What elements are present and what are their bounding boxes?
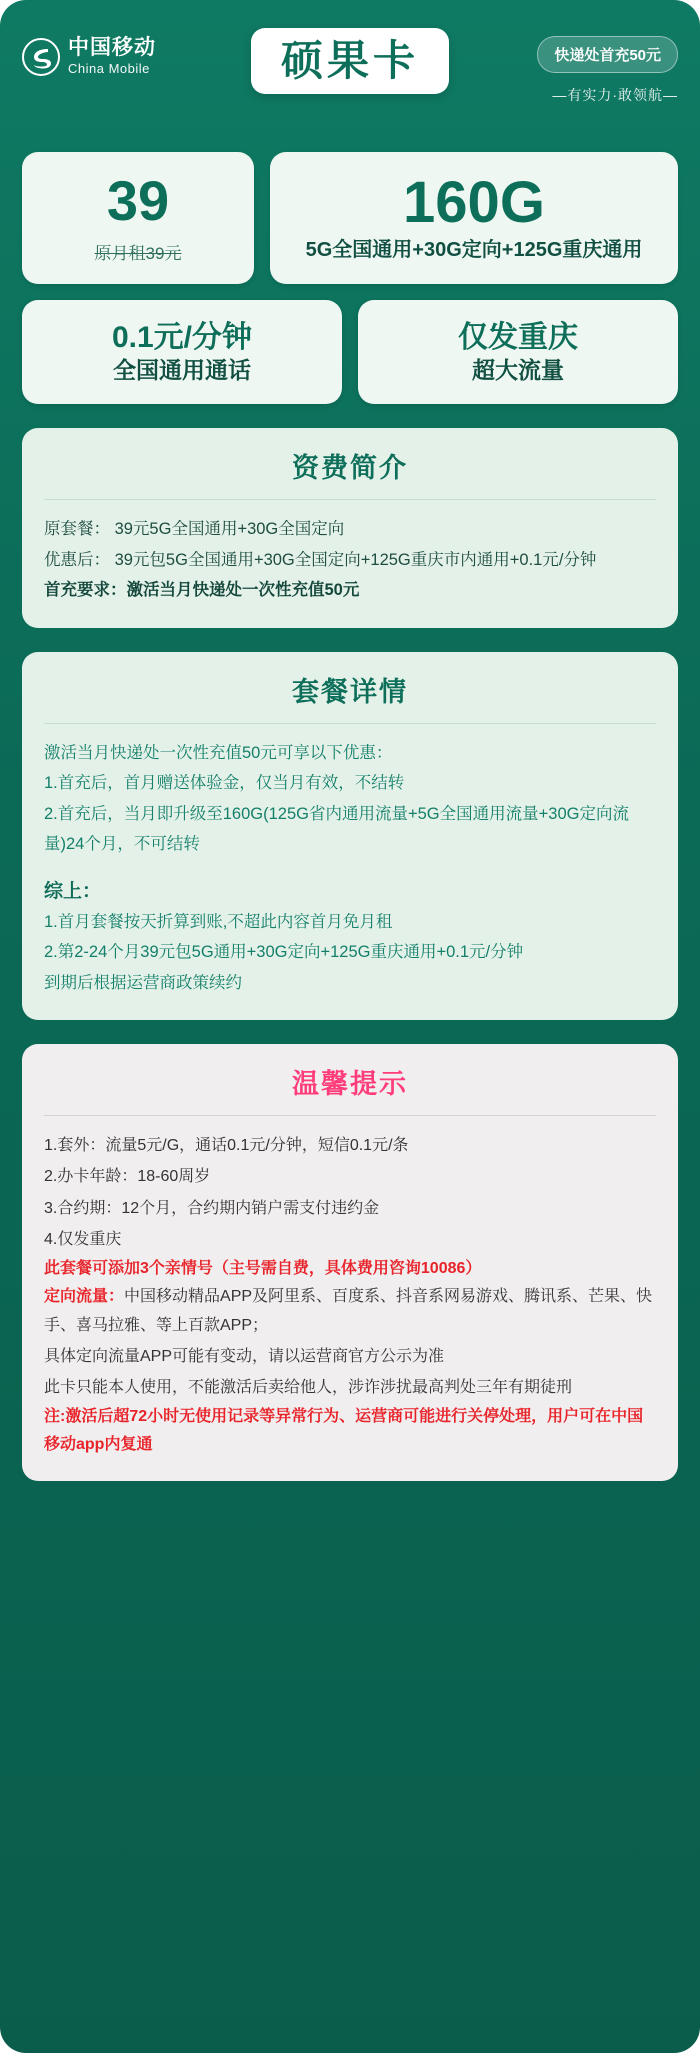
tip-line-7: 具体定向流量APP可能有变动，请以运营商官方公示为准	[44, 1347, 445, 1365]
section-warm-tips	[22, 1044, 678, 1481]
slogan-text: —有实力·敢领航—	[552, 87, 678, 103]
data-breakdown: 5G全国通用+30G定向+125G重庆通用	[305, 238, 643, 261]
data-card	[270, 152, 678, 284]
call-rate-value: 0.1元/分钟	[111, 320, 253, 354]
brand-logo-group	[22, 22, 202, 79]
data-amount: 160G	[403, 169, 545, 235]
price-card	[22, 152, 254, 284]
product-title-pill	[251, 28, 449, 94]
price-amount: 39	[106, 168, 170, 232]
poster-header	[22, 22, 678, 118]
region-value: 仅发重庆	[458, 320, 578, 354]
section-tariff-intro	[22, 428, 678, 628]
status-badge-topup: 快递处首充50元	[537, 36, 678, 73]
region-label: 超大流量	[472, 356, 564, 383]
section-title-package-details: 套餐详情	[292, 676, 408, 707]
directional-data-value: 中国移动精品APP及阿里系、百度系、抖音系网易游戏、腾讯系、芒果、快手、喜马拉雅、等上百款APP；	[44, 1287, 653, 1334]
brand-name-en: China Mobile	[68, 61, 150, 77]
call-rate-label: 全国通用通话	[113, 356, 251, 383]
section-package-details	[22, 652, 678, 1021]
tip-line-3: 3.合约期：12个月，合约期内销户需支付违约金	[44, 1199, 380, 1217]
tip-line-1: 1.套外：流量5元/G，通话0.1元/分钟，短信0.1元/条	[44, 1137, 409, 1155]
summary-heading: 综上：	[44, 880, 102, 902]
directional-data-label: 定向流量：	[44, 1287, 125, 1305]
divider	[44, 1115, 656, 1116]
summary-line-3: 到期后根据运营商政策续约	[44, 973, 242, 992]
tip-line-2: 2.办卡年龄：18-60周岁	[44, 1168, 211, 1186]
page-title: 硕果卡	[280, 37, 420, 84]
divider	[44, 723, 656, 724]
hero-row-features	[22, 300, 678, 404]
tip-line-4: 4.仅发重庆	[44, 1230, 122, 1248]
hero-row-primary	[22, 152, 678, 284]
tariff-intro-line-2: 优惠后： 39元包5G全国通用+30G全国定向+125G重庆市内通用+0.1元/分钟	[44, 550, 597, 569]
brand-name-cn: 中国移动	[68, 36, 156, 59]
feature-card-region	[358, 300, 678, 404]
china-mobile-logo-icon	[22, 38, 60, 76]
feature-card-call-rate	[22, 300, 342, 404]
summary-line-2: 2.第2-24个月39元包5G通用+30G定向+125G重庆通用+0.1元/分钟	[44, 943, 524, 962]
tariff-intro-line-3	[44, 575, 656, 606]
price-original: 原月租39元	[94, 243, 182, 263]
first-topup-value: 激活当月快递处一次性充值50元	[126, 581, 360, 600]
first-topup-label: 首充要求：	[44, 581, 127, 600]
section-title-warm-tips: 温馨提示	[292, 1069, 408, 1100]
header-badges	[488, 22, 678, 105]
tip-family-number-note: 此套餐可添加3个亲情号（主号需自费，具体费用咨询10086）	[44, 1259, 482, 1277]
package-details-line-1: 激活当月快递处一次性充值50元可享以下优惠：	[44, 743, 393, 762]
package-details-line-3: 2.首充后，当月即升级至160G(125G省内通用流量+5G全国通用流量+30G定向流量)24个月，不可结转	[44, 804, 629, 854]
divider	[44, 499, 656, 500]
tip-directional-data	[44, 1283, 656, 1341]
section-title-tariff-intro: 资费简介	[292, 453, 408, 483]
summary-line-1: 1.首月套餐按天折算到账,不超此内容首月免月租	[44, 912, 393, 931]
brand-text	[68, 36, 156, 79]
package-details-line-2: 1.首充后，首月赠送体验金，仅当月有效，不结转	[44, 774, 405, 793]
tip-line-9: 注:激活后超72小时无使用记录等异常行为、运营商可能进行关停处理，用户可在中国移动app内复通	[44, 1407, 644, 1453]
tariff-intro-line-1: 原套餐： 39元5G全国通用+30G全国定向	[44, 520, 345, 538]
tip-line-8: 此卡只能本人使用，不能激活后卖给他人，涉诈涉扰最高判处三年有期徒刑	[44, 1378, 573, 1396]
